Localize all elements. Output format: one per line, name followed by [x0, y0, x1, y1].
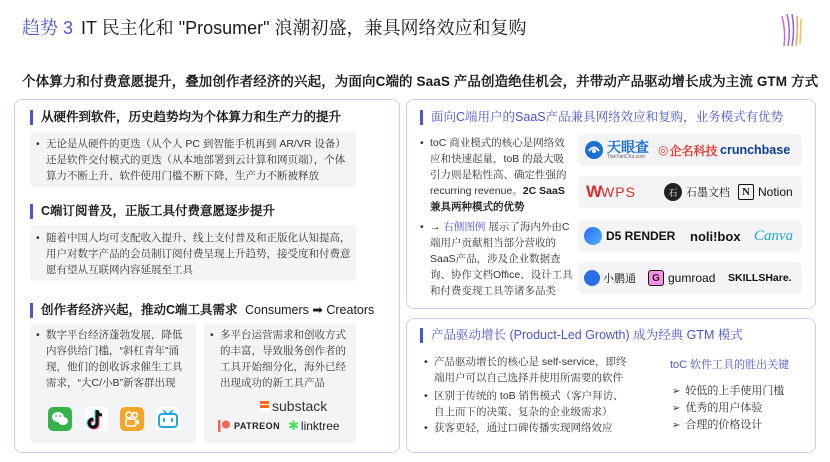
douyin-icon — [84, 407, 108, 431]
xiaopengtong-text: 小鹏通 — [603, 273, 636, 285]
page-title — [22, 14, 527, 40]
linktree-logo — [288, 418, 340, 434]
bullet-plg-3: • 获客更轻，通过口碑传播实现网络效应 — [424, 422, 613, 434]
linktree-icon: ✱ — [288, 418, 299, 433]
d5-icon — [584, 227, 602, 245]
bullet-creator-left-text: 数字平台经济蓬勃发展，降低内容供给门槛，“斜杠青年”涌现，他们的创收诉求催生工具需求，“大C/小B”新客群出现 — [46, 329, 183, 389]
bullet-plg-2: • 区别于传统的 toB 销售模式（客户拜访、自上而下的决策、复杂的企业级需求） — [424, 390, 624, 418]
bullet-plg-1-text: 产品驱动增长的核心是 self-service，即终端用户可以自己选择并使用所需要的软件 — [434, 356, 627, 384]
creator-heading-suffix: Consumers ➡ Creators — [245, 303, 375, 317]
section-heading-saas: 面向C端用户的SaaS产品兼具网络效应和复购，业务模式有优势 — [420, 110, 783, 125]
gumroad-icon: G — [648, 270, 664, 286]
tianyancha-text: 天眼查 — [607, 139, 649, 155]
logo-row-design — [578, 220, 802, 252]
bullet-saas-model: • toC 商业模式的核心是网络效应和快速起量，toB 的最大吸引力则是粘性高、确定性强的 recurring revenue。2C SaaS 兼具两种模式的优势 — [420, 137, 567, 213]
bullet-examples: • → 右侧图例 展示了海内外由C端用户贡献相当部分营收的SaaS产品，涉及企业数据查询、协作文档Office、设计工具和付费变现工具等诸多品类 — [420, 221, 573, 297]
crunchbase-logo — [720, 134, 790, 166]
skillshare-logo — [728, 262, 792, 294]
bullet-creator-right-text: 多平台运营需求和创收方式的丰富，导致服务创作者的工具开始细分化，海外已经出现成功的新工具产品 — [220, 329, 346, 389]
brand-logo-icon — [778, 12, 804, 50]
section-heading-creator — [30, 303, 374, 318]
nolibox-logo — [690, 220, 741, 252]
notion-logo — [738, 176, 793, 208]
bullet-creator-right: • 多平台运营需求和创收方式的丰富，导致服务创作者的工具开始细分化，海外已经出现成功的新工具产品 — [210, 329, 346, 389]
patreon-logo — [218, 420, 280, 432]
skillshare-text: SKILLSHare. — [728, 272, 792, 284]
bullet-subscription-text: 随着中国人均可支配收入提升、线上支付普及和正版化认知提高，用户对数字产品的会员制订阅付费呈现上升趋势，接受度和付费意愿有望从互联网内容延展至工具 — [46, 232, 351, 276]
notion-text: Notion — [758, 185, 793, 199]
title-bar — [0, 0, 830, 62]
shimo-text: 石墨文档 — [686, 187, 730, 199]
crunchbase-text: crunchbase — [720, 143, 791, 157]
advantage-item — [672, 416, 762, 432]
bullet-examples-text: 展示了海内外由C端用户贡献相当部分营收的SaaS产品，涉及企业数据查询、协作文档Office、设计工具和付费变现工具等诸多品类 — [430, 221, 573, 297]
linktree-text: linktree — [300, 419, 340, 433]
bullet-hardware: • 无论是从硬件的更迭（从个人 PC 到智能手机再到 AR/VR 设备）还是软件交付模式的更迭（从本地部署到云计算和网页端），个体算力不断上升、软件使用门槛不断下降，生产力不断被释放 — [36, 138, 346, 182]
wechat-icon — [48, 407, 72, 431]
right-legend-link[interactable]: 右侧图例 — [443, 221, 486, 233]
logo-row-data — [578, 134, 802, 166]
substack-text: substack — [272, 398, 328, 414]
patreon-text: PATREON — [234, 421, 281, 431]
chevron-right-icon: ➢ — [672, 403, 681, 414]
creator-heading-text: 创作者经济兴起，推动C端工具需求 — [41, 303, 238, 317]
chevron-right-icon: ➢ — [672, 420, 681, 431]
wps-logo — [586, 176, 636, 208]
gumroad-logo — [648, 262, 715, 294]
xiaopengtong-logo — [584, 262, 636, 294]
logo-row-monetize — [578, 262, 802, 294]
tianyancha-subtext: TianYanCha.com — [607, 154, 646, 160]
shimo-icon: 石 — [664, 183, 682, 201]
qichacha-text: 企名科技 — [669, 143, 718, 158]
shimo-logo — [664, 176, 730, 208]
canva-text: Canva — [754, 227, 794, 244]
advantage-item-text: 优秀的用户体验 — [685, 402, 763, 414]
kuaishou-icon — [120, 407, 144, 431]
page-subtitle: 个体算力和付费意愿提升，叠加创作者经济的兴起，为面向C端的 SaaS 产品创造绝佳机会，并带动产品驱动增长成为主流 GTM 方式 — [22, 74, 819, 89]
nolibox-text: noli!box — [690, 228, 741, 244]
substack-logo — [260, 398, 327, 414]
notion-icon: N — [738, 184, 754, 200]
bilibili-icon — [156, 407, 180, 431]
advantage-item — [672, 399, 762, 415]
advantage-title: toC 软件工具的胜出关键 — [670, 359, 790, 371]
xiaopengtong-icon — [584, 270, 600, 286]
qichacha-logo — [658, 134, 718, 166]
section-heading-hardware: 从硬件到软件，历史趋势均为个体算力和生产力的提升 — [30, 110, 341, 125]
patreon-icon — [218, 420, 230, 432]
logo-row-office — [578, 176, 802, 208]
china-app-icons — [48, 407, 192, 431]
trend-number: 趋势 3 — [22, 18, 74, 38]
advantage-item-text: 较低的上手使用门槛 — [685, 385, 785, 397]
wps-text: WPS — [601, 184, 636, 200]
bullet-plg-3-text: 获客更轻，通过口碑传播实现网络效应 — [434, 422, 613, 434]
advantage-item — [672, 382, 784, 398]
wps-icon: W — [586, 182, 602, 201]
tianyancha-logo — [584, 134, 649, 166]
bullet-subscription: • 随着中国人均可支配收入提升、线上支付普及和正版化认知提高，用户对数字产品的会员制订阅付费呈现上升趋势，接受度和付费意愿有望从互联网内容延展至工具 — [36, 232, 351, 276]
substack-icon — [260, 401, 269, 412]
section-heading-subscription: C端订阅普及，正版工具付费意愿逐步提升 — [30, 204, 275, 219]
qichacha-icon: ◎ — [658, 143, 669, 157]
bullet-saas-model-text: toC 商业模式的核心是网络效应和快速起量，toB 的最大吸引力则是粘性高、确定性强的 recurring revenue。 — [430, 137, 567, 197]
advantage-item-text: 合理的价格设计 — [685, 419, 763, 431]
title-text: IT 民主化和 "Prosumer" 浪潮初盛，兼具网络效应和复购 — [81, 18, 527, 38]
chevron-right-icon: ➢ — [672, 386, 681, 397]
gumroad-text: gumroad — [668, 271, 716, 285]
d5-text: D5 RENDER — [606, 229, 676, 243]
d5-logo — [584, 220, 675, 252]
bullet-plg-1: • 产品驱动增长的核心是 self-service，即终端用户可以自己选择并使用所需要的软件 — [424, 356, 627, 384]
bullet-plg-2-text: 区别于传统的 toB 销售模式（客户拜访、自上而下的决策、复杂的企业级需求） — [434, 390, 624, 418]
bullet-creator-left: • 数字平台经济蓬勃发展，降低内容供给门槛，“斜杠青年”涌现，他们的创收诉求催生工具需求，“大C/小B”新客群出现 — [36, 329, 183, 389]
bullet-hardware-text: 无论是从硬件的更迭（从个人 PC 到智能手机再到 AR/VR 设备）还是软件交付模式的更迭（从本地部署到云计算和网页端），个体算力不断上升、软件使用门槛不断下降，生产力不断被释放 — [46, 138, 346, 182]
bullet-saas-model-bold: 2C SaaS 兼具两种模式的优势 — [430, 185, 565, 213]
section-heading-plg: 产品驱动增长 (Product-Led Growth) 成为经典 GTM 模式 — [420, 328, 743, 343]
bullet-examples-arrow: → — [430, 221, 441, 233]
canva-logo — [754, 220, 793, 252]
tianyancha-icon — [584, 140, 604, 160]
